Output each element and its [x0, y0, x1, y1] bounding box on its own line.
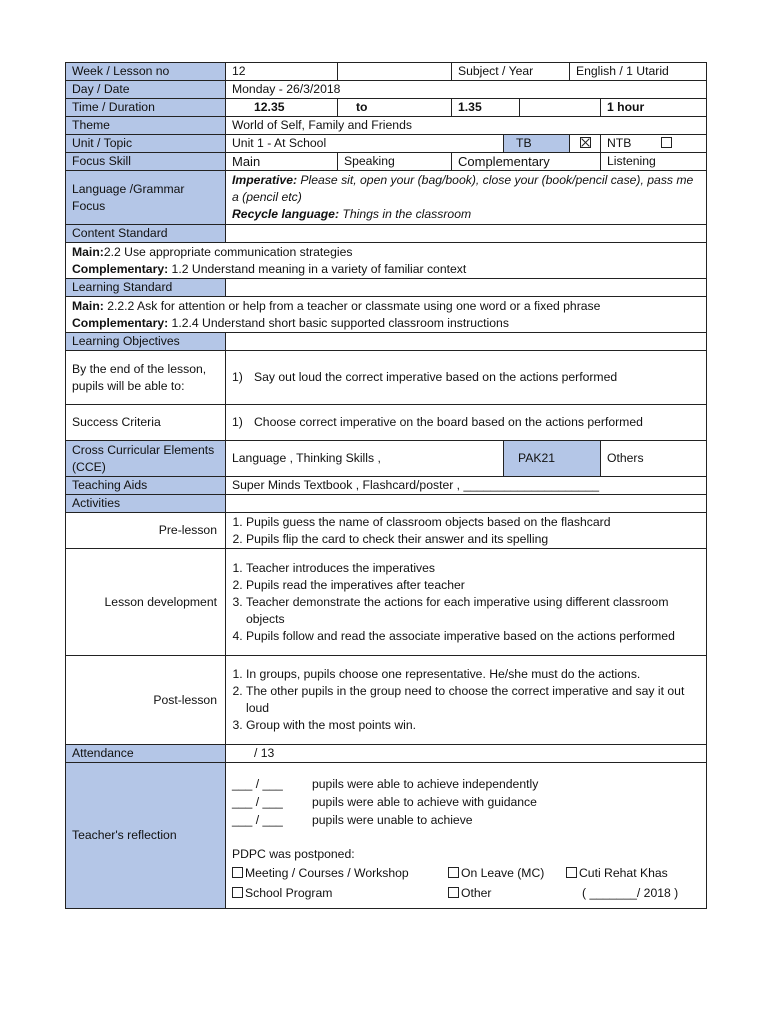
- focus-main-value: Speaking: [338, 153, 452, 171]
- language-value: [226, 171, 707, 225]
- checkbox-icon: [448, 887, 459, 898]
- week-label: Week / Lesson no: [66, 63, 226, 81]
- learning-standard-empty: [226, 279, 707, 297]
- list-item: 2. Pupils flip the card to check their answer and its spelling: [246, 531, 700, 548]
- recycle-text: Things in the classroom: [339, 207, 472, 221]
- attendance-value: / 13: [226, 745, 707, 763]
- time-duration: 1 hour: [601, 99, 707, 117]
- learning-main-label: Main:: [72, 298, 104, 313]
- attendance-label: Attendance: [66, 745, 226, 763]
- time-start: 12.35: [226, 99, 338, 117]
- list-item: 1. Pupils guess the name of classroom objects based on the flashcard: [246, 514, 700, 531]
- learning-main-text: 2.2.2 Ask for attention or help from a teacher or classmate using one word or a fixed phrase: [103, 298, 601, 313]
- objectives-label: Learning Objectives: [66, 333, 226, 351]
- pak21-label: PAK21: [504, 441, 601, 477]
- pre-lesson-label: Pre-lesson: [66, 513, 226, 549]
- content-standard-label: Content Standard: [66, 225, 226, 243]
- option-school-program: School Program: [245, 886, 333, 900]
- success-item: [226, 405, 707, 441]
- option-leave: On Leave (MC): [461, 866, 545, 880]
- content-standard-empty: [226, 225, 707, 243]
- week-empty-cell: [338, 63, 452, 81]
- list-item: 3. Group with the most points win.: [246, 717, 700, 734]
- theme-value: World of Self, Family and Friends: [226, 117, 707, 135]
- focus-comp-value: Listening: [601, 153, 707, 171]
- pdpc-label: PDPC was postponed:: [232, 846, 355, 861]
- learning-standard-label: Learning Standard: [66, 279, 226, 297]
- recycle-line: [232, 206, 700, 223]
- content-comp-text: 1.2 Understand meaning in a variety of familiar context: [168, 261, 467, 276]
- week-value: 12: [226, 63, 338, 81]
- aids-value: Super Minds Textbook , Flashcard/poster , ____________________: [226, 477, 707, 495]
- focus-comp-label: Complementary: [452, 153, 601, 171]
- content-main-label: Main:: [72, 244, 104, 259]
- cce-value: Language , Thinking Skills ,: [226, 441, 504, 477]
- ntb-cell: [601, 135, 707, 153]
- list-item: 1. Teacher introduces the imperatives: [246, 560, 700, 577]
- list-item: 2. Pupils read the imperatives after teacher: [246, 577, 700, 594]
- day-label: Day / Date: [66, 81, 226, 99]
- success-text: Choose correct imperative on the board based on the actions performed: [254, 415, 643, 429]
- activities-empty: [226, 495, 707, 513]
- option-cuti: Cuti Rehat Khas: [579, 866, 668, 880]
- objective-number: 1): [232, 370, 243, 384]
- imperative-text: Please sit, open your (bag/book), close your (book/pencil case), pass me a (pencil etc): [232, 173, 694, 204]
- time-to: to: [338, 99, 452, 117]
- list-item: 1. In groups, pupils choose one representative. He/she must do the actions.: [246, 666, 700, 683]
- subject-value: English / 1 Utarid: [570, 63, 707, 81]
- post-lesson-label: Post-lesson: [66, 656, 226, 745]
- ntb-label: NTB: [607, 136, 632, 150]
- tb-label: TB: [504, 135, 570, 153]
- objectives-empty: [226, 333, 707, 351]
- objectives-item: [226, 351, 707, 405]
- checkbox-icon: [232, 887, 243, 898]
- lesson-development-label: Lesson development: [66, 549, 226, 656]
- time-empty-cell: [520, 99, 601, 117]
- checkbox-icon: [566, 867, 577, 878]
- checkbox-icon: [448, 867, 459, 878]
- lesson-development-list: [226, 549, 707, 656]
- day-value: Monday - 26/3/2018: [226, 81, 707, 99]
- activities-label: Activities: [66, 495, 226, 513]
- theme-label: Theme: [66, 117, 226, 135]
- learning-comp-text: 1.2.4 Understand short basic supported classroom instructions: [168, 315, 509, 330]
- focus-label: Focus Skill: [66, 153, 226, 171]
- objective-text: Say out loud the correct imperative based on the actions performed: [254, 370, 618, 384]
- reflection-content: [226, 763, 707, 909]
- success-label: Success Criteria: [66, 405, 226, 441]
- checked-box-icon: [580, 137, 591, 148]
- imperative-label: Imperative:: [232, 173, 298, 187]
- time-end: 1.35: [452, 99, 520, 117]
- list-item: 3. Teacher demonstrate the actions for each imperative using different classroom objects: [246, 594, 700, 628]
- pre-lesson-list: [226, 513, 707, 549]
- language-label: Language /Grammar Focus: [66, 171, 226, 225]
- lesson-plan-table: [65, 62, 707, 909]
- content-comp-label: Complementary:: [72, 261, 169, 276]
- unit-value: Unit 1 - At School: [226, 135, 504, 153]
- unchecked-box-icon: [661, 137, 672, 148]
- aids-label: Teaching Aids: [66, 477, 226, 495]
- objectives-intro: By the end of the lesson, pupils will be able to:: [66, 351, 226, 405]
- imperative-line: [232, 172, 700, 206]
- reflection-line: pupils were able to achieve with guidance: [312, 795, 537, 809]
- others-label: Others: [601, 441, 707, 477]
- reflection-label: Teacher's reflection: [66, 763, 226, 909]
- list-item: 4. Pupils follow and read the associate imperative based on the actions performed: [246, 628, 700, 645]
- focus-main-label: Main: [226, 153, 338, 171]
- tb-checkbox: [570, 135, 601, 153]
- learning-comp-label: Complementary:: [72, 315, 169, 330]
- postpone-date-blank: ( _______/ 2018 ): [582, 886, 679, 900]
- post-lesson-list: [226, 656, 707, 745]
- checkbox-icon: [232, 867, 243, 878]
- cce-label: Cross Curricular Elements (CCE): [66, 441, 226, 477]
- score-blank: ___ / ___: [232, 795, 283, 809]
- unit-label: Unit / Topic: [66, 135, 226, 153]
- time-label: Time / Duration: [66, 99, 226, 117]
- score-blank: ___ / ___: [232, 777, 283, 791]
- learning-standard-value: [66, 297, 707, 333]
- reflection-line: pupils were able to achieve independently: [312, 777, 539, 791]
- content-main-text: 2.2 Use appropriate communication strategies: [103, 244, 353, 259]
- option-other: Other: [461, 886, 492, 900]
- list-item: 2. The other pupils in the group need to choose the correct imperative and say it out loud: [246, 683, 700, 717]
- reflection-line: pupils were unable to achieve: [312, 813, 473, 827]
- subject-label: Subject / Year: [452, 63, 570, 81]
- option-meeting: Meeting / Courses / Workshop: [245, 866, 409, 880]
- content-standard-value: [66, 243, 707, 279]
- score-blank: ___ / ___: [232, 813, 283, 827]
- recycle-label: Recycle language:: [232, 207, 340, 221]
- success-number: 1): [232, 415, 243, 429]
